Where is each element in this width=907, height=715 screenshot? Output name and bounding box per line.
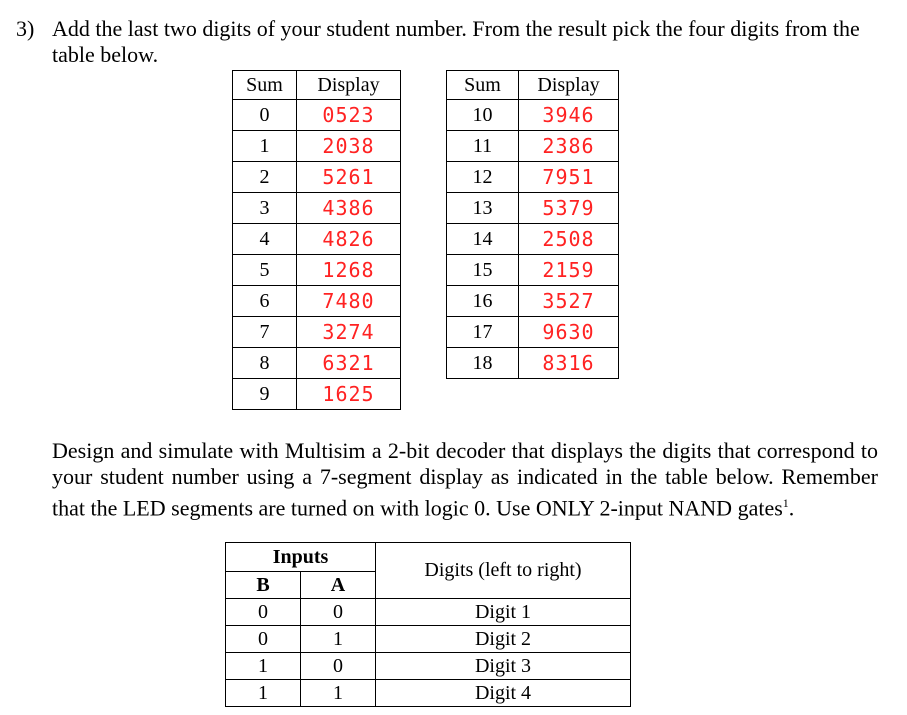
table-row [233,379,401,410]
digits-header: Digits (left to right) [376,543,631,599]
sum-cell: 14 [447,224,519,255]
display-cell: 2038 [297,131,401,162]
header-sum: Sum [233,71,297,100]
question-text: Add the last two digits of your student number. From the result pick the four digits from the table below. [52,16,860,67]
input-b-cell: 0 [226,599,301,626]
table-row [226,680,631,707]
display-cell: 7480 [297,286,401,317]
sum-cell: 17 [447,317,519,348]
sum-cell: 12 [447,162,519,193]
sum-cell: 13 [447,193,519,224]
table-row [447,100,619,131]
table-row [447,162,619,193]
input-a-cell: 1 [301,626,376,653]
display-cell: 0523 [297,100,401,131]
table-row [447,348,619,379]
display-cell: 1268 [297,255,401,286]
table-row [447,255,619,286]
display-cell: 3274 [297,317,401,348]
table-row [233,131,401,162]
sum-cell: 0 [233,100,297,131]
sum-cell: 7 [233,317,297,348]
sum-cell: 3 [233,193,297,224]
display-cell: 3527 [519,286,619,317]
display-cell: 1625 [297,379,401,410]
digit-cell: Digit 3 [376,653,631,680]
table-row [226,599,631,626]
display-cell: 2508 [519,224,619,255]
col-b-header: B [226,572,301,599]
sum-cell: 8 [233,348,297,379]
sum-cell: 15 [447,255,519,286]
digit-cell: Digit 1 [376,599,631,626]
table-row [233,317,401,348]
table-row [226,653,631,680]
design-instructions [52,438,878,521]
display-cell: 4386 [297,193,401,224]
digit-cell: Digit 2 [376,626,631,653]
header-display: Display [519,71,619,100]
sum-display-table-left [232,70,401,410]
sum-cell: 16 [447,286,519,317]
sum-cell: 1 [233,131,297,162]
display-cell: 7951 [519,162,619,193]
table-row [233,348,401,379]
design-text: Design and simulate with Multisim a 2-bit decoder that displays the digits that correspond to your student number using a 7-segment display as indicated in the table below. Remember that the LED segments are turned on with logic 0. Use ONLY 2-input NAND gates [52,438,878,521]
input-a-cell: 1 [301,680,376,707]
footnote-mark: 1 [782,496,789,510]
sum-cell: 9 [233,379,297,410]
display-cell: 9630 [519,317,619,348]
sum-cell: 18 [447,348,519,379]
input-a-cell: 0 [301,599,376,626]
decoder-table [225,542,631,707]
sum-cell: 4 [233,224,297,255]
table-row [233,100,401,131]
input-b-cell: 1 [226,653,301,680]
display-cell: 4826 [297,224,401,255]
col-a-header: A [301,572,376,599]
table-row [447,131,619,162]
header-display: Display [297,71,401,100]
sum-cell: 11 [447,131,519,162]
display-cell: 6321 [297,348,401,379]
inputs-header: Inputs [226,543,376,572]
display-cell: 5379 [519,193,619,224]
sum-cell: 10 [447,100,519,131]
question-number: 3) [16,16,35,41]
table-row [233,162,401,193]
table-row [447,286,619,317]
table-row [447,193,619,224]
table-row [233,193,401,224]
display-cell: 5261 [297,162,401,193]
display-cell: 2159 [519,255,619,286]
table-row [226,626,631,653]
table-row [447,224,619,255]
sum-display-table-right [446,70,619,379]
table-row [233,255,401,286]
display-cell: 3946 [519,100,619,131]
sum-cell: 6 [233,286,297,317]
table-row [233,286,401,317]
sum-cell: 5 [233,255,297,286]
table-row [447,317,619,348]
sum-cell: 2 [233,162,297,193]
header-sum: Sum [447,71,519,100]
display-cell: 8316 [519,348,619,379]
input-b-cell: 1 [226,680,301,707]
display-cell: 2386 [519,131,619,162]
input-b-cell: 0 [226,626,301,653]
table-row [233,224,401,255]
digit-cell: Digit 4 [376,680,631,707]
design-end: . [788,495,795,521]
input-a-cell: 0 [301,653,376,680]
